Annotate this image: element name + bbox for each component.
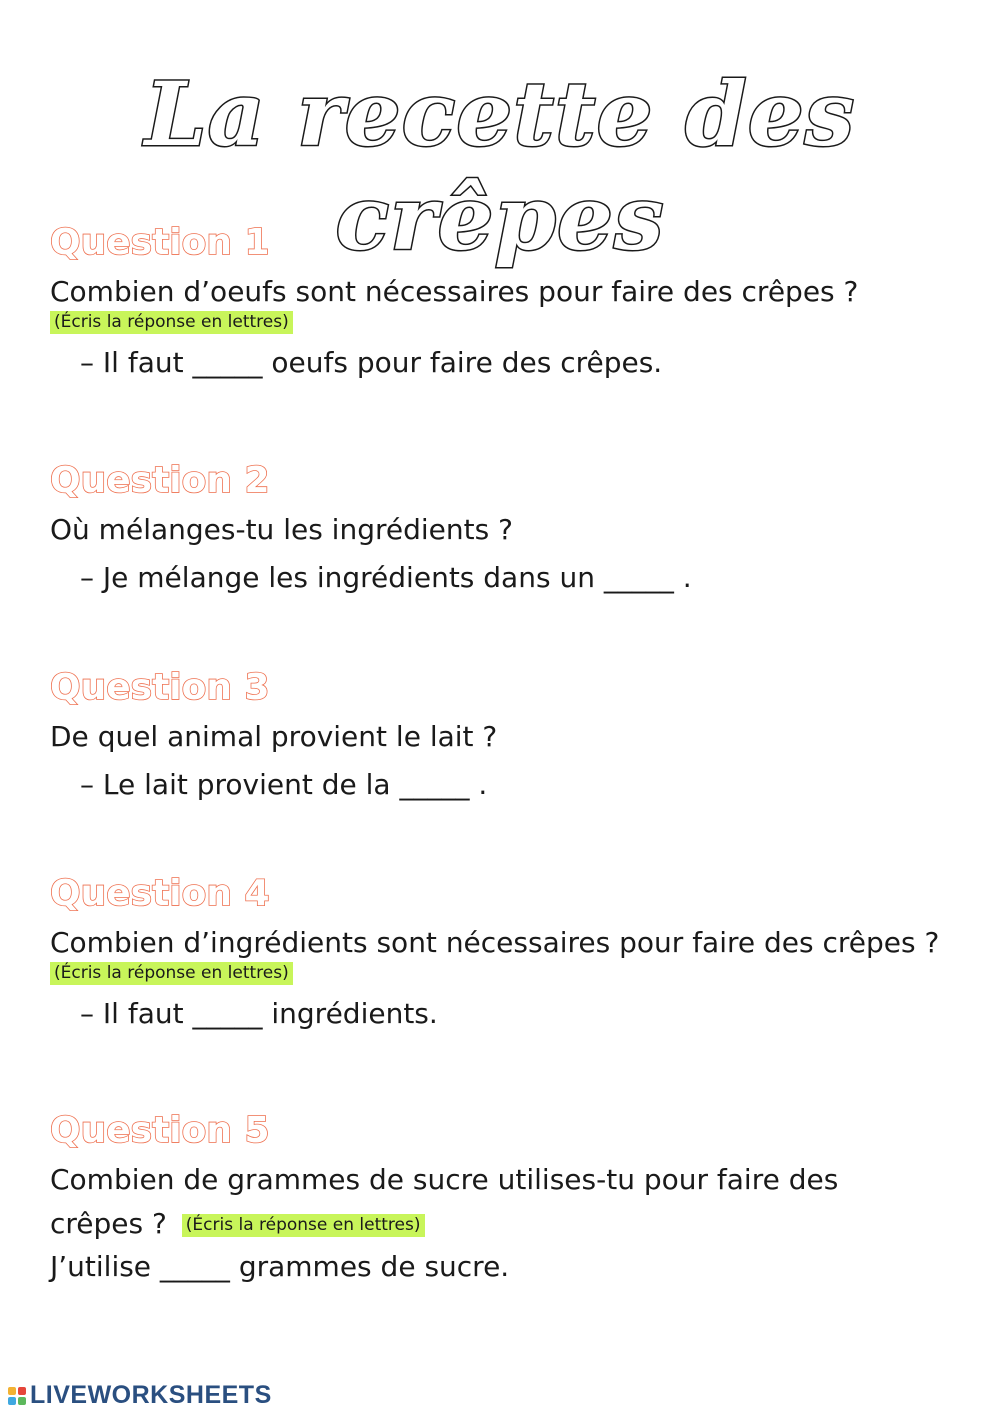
answer-sentence[interactable]: – Il faut _____ ingrédients. [80, 996, 438, 1030]
hint-label: (Écris la réponse en lettres) [182, 1214, 425, 1237]
question-text: De quel animal provient le lait ? [50, 720, 498, 753]
liveworksheets-logo-icon [8, 1387, 26, 1405]
question-heading: Question 2 [50, 460, 270, 501]
question-4 [50, 873, 970, 1030]
answer-sentence[interactable]: – Le lait provient de la _____ . [80, 767, 488, 801]
question-1 [50, 222, 970, 379]
question-text-end: crêpes ? [50, 1206, 167, 1240]
answer-sentence[interactable]: – Il faut _____ oeufs pour faire des crêpes. [80, 345, 663, 379]
question-text: Combien d’oeufs sont nécessaires pour faire des crêpes ? [50, 275, 859, 308]
question-text-continued [50, 1207, 970, 1241]
question-heading: Question 4 [50, 873, 270, 914]
hint-label: (Écris la réponse en lettres) [50, 962, 293, 985]
page-title: La recette des crêpes [144, 62, 856, 270]
answer-sentence[interactable]: J’utilise _____ grammes de sucre. [50, 1250, 510, 1284]
footer-logo[interactable] [8, 1381, 272, 1410]
question-text: Où mélanges-tu les ingrédients ? [50, 513, 513, 546]
hint-label: (Écris la réponse en lettres) [50, 311, 293, 334]
brand-name: LIVEWORKSHEETS [30, 1381, 272, 1409]
question-text: Combien de grammes de sucre utilises-tu pour faire des [50, 1163, 839, 1196]
logo-square [18, 1387, 26, 1395]
question-2 [50, 460, 970, 594]
logo-square [8, 1387, 16, 1395]
question-heading: Question 5 [50, 1110, 270, 1151]
question-heading: Question 3 [50, 667, 270, 708]
answer-sentence[interactable]: – Je mélange les ingrédients dans un _____ . [80, 560, 692, 594]
logo-square [18, 1397, 26, 1405]
question-text: Combien d’ingrédients sont nécessaires pour faire des crêpes ? [50, 926, 940, 959]
question-heading: Question 1 [50, 222, 270, 263]
question-5 [50, 1110, 970, 1284]
logo-square [8, 1397, 16, 1405]
question-3 [50, 667, 970, 801]
